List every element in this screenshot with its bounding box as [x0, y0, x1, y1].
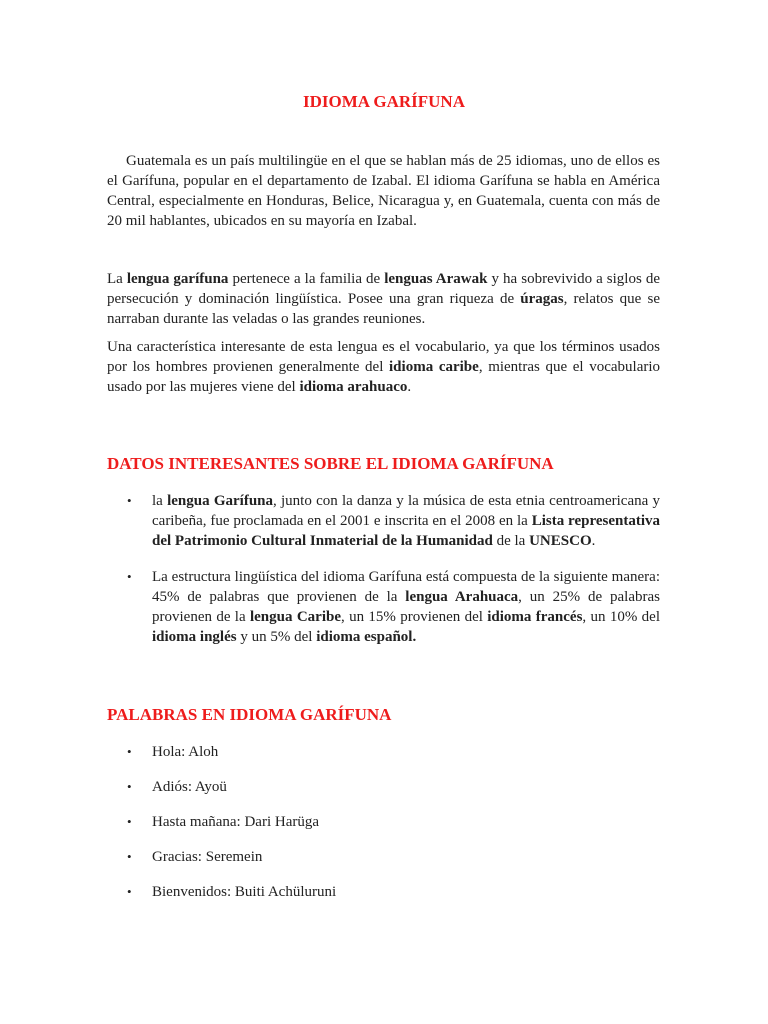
text-run: y un 5% del	[236, 629, 317, 645]
words-heading: PALABRAS EN IDIOMA GARÍFUNA	[107, 705, 392, 724]
bullet-icon: •	[127, 884, 132, 899]
bullet-icon: •	[127, 493, 132, 508]
vocabulary-paragraph	[107, 337, 660, 397]
text-run: , un 10% del	[582, 609, 661, 625]
text-run: , junto con la danza y la música de esta etnia centroamericana y caribeña, fue proclamada en el 2001 e inscrita en el 2008 en la	[152, 493, 661, 529]
family-paragraph	[107, 269, 660, 329]
bold-term: lengua Arahuaca	[405, 589, 519, 605]
text-run: La estructura lingüística del idioma Garífuna está compuesta de la siguiente manera: 45% de palabras que provienen de la	[152, 569, 660, 605]
bold-term: lengua Caribe	[249, 609, 341, 625]
intro-paragraph: Guatemala es un país multilingüe en el que se hablan más de 25 idiomas, uno de ellos es el Garífuna, popular en el departamento de Izabal. El idioma Garífuna se habla en América Central, especialmente en Honduras, Belice, Nicaragua y, en Guatemala, cuenta con más de 20 mil hablantes, ubicados en su mayoría en Izabal.	[107, 153, 660, 229]
bullet-icon: •	[127, 814, 132, 829]
bold-term: idioma inglés	[152, 629, 237, 645]
words-list	[107, 742, 660, 917]
list-item	[107, 777, 660, 797]
facts-list	[107, 491, 660, 663]
word-entry: Adiós: Ayoü	[152, 779, 227, 795]
bold-term: lengua Garífuna	[167, 493, 274, 509]
bold-term: UNESCO	[529, 533, 592, 549]
word-entry: Hasta mañana: Dari Harüga	[152, 814, 320, 830]
bold-term: idioma francés	[487, 609, 583, 625]
list-item	[107, 882, 660, 902]
bold-term: idioma arahuaco	[299, 379, 408, 395]
bold-term: idioma caribe	[389, 359, 479, 375]
text-run: y ha sobrevivido a siglos de persecución y dominación lingüística. Posee una gran riqueza de	[107, 271, 661, 307]
text-run: , mientras que el vocabulario usado por las mujeres viene del	[107, 359, 661, 395]
facts-heading: DATOS INTERESANTES SOBRE EL IDIOMA GARÍFUNA	[107, 454, 554, 473]
list-item	[107, 491, 660, 551]
text-run: la	[152, 493, 168, 509]
bold-term: úragas	[520, 291, 564, 307]
document-title: IDIOMA GARÍFUNA	[303, 92, 465, 111]
word-entry: Hola: Aloh	[152, 744, 219, 760]
text-run: Una característica interesante de esta lengua es el vocabulario, ya que los términos usados por los hombres provienen generalmente del	[107, 339, 660, 375]
list-item	[107, 567, 660, 647]
text-run: de la	[492, 533, 530, 549]
text-run: La	[107, 271, 127, 287]
bold-term: lenguas Arawak	[384, 271, 488, 287]
word-entry: Bienvenidos: Buiti Achüluruni	[152, 884, 337, 900]
bullet-icon: •	[127, 744, 132, 759]
text-run: , relatos que se narraban durante las veladas o las grandes reuniones.	[107, 291, 660, 327]
bold-term: Lista representativa del Patrimonio Cultural Inmaterial de la Humanidad	[152, 513, 660, 549]
word-entry: Gracias: Seremein	[152, 849, 263, 865]
bullet-icon: •	[127, 849, 132, 864]
bullet-icon: •	[127, 569, 132, 584]
bullet-icon: •	[127, 779, 132, 794]
text-run: , un 25% de palabras provienen de la	[152, 589, 660, 625]
list-item	[107, 812, 660, 832]
bold-term: idioma español.	[316, 629, 417, 645]
text-run: .	[407, 379, 412, 395]
text-run: pertenece a la familia de	[228, 271, 385, 287]
text-run: , un 15% provienen del	[341, 609, 488, 625]
list-item	[107, 847, 660, 867]
text-run: .	[591, 533, 596, 549]
list-item	[107, 742, 660, 762]
bold-term: lengua garífuna	[126, 271, 229, 287]
